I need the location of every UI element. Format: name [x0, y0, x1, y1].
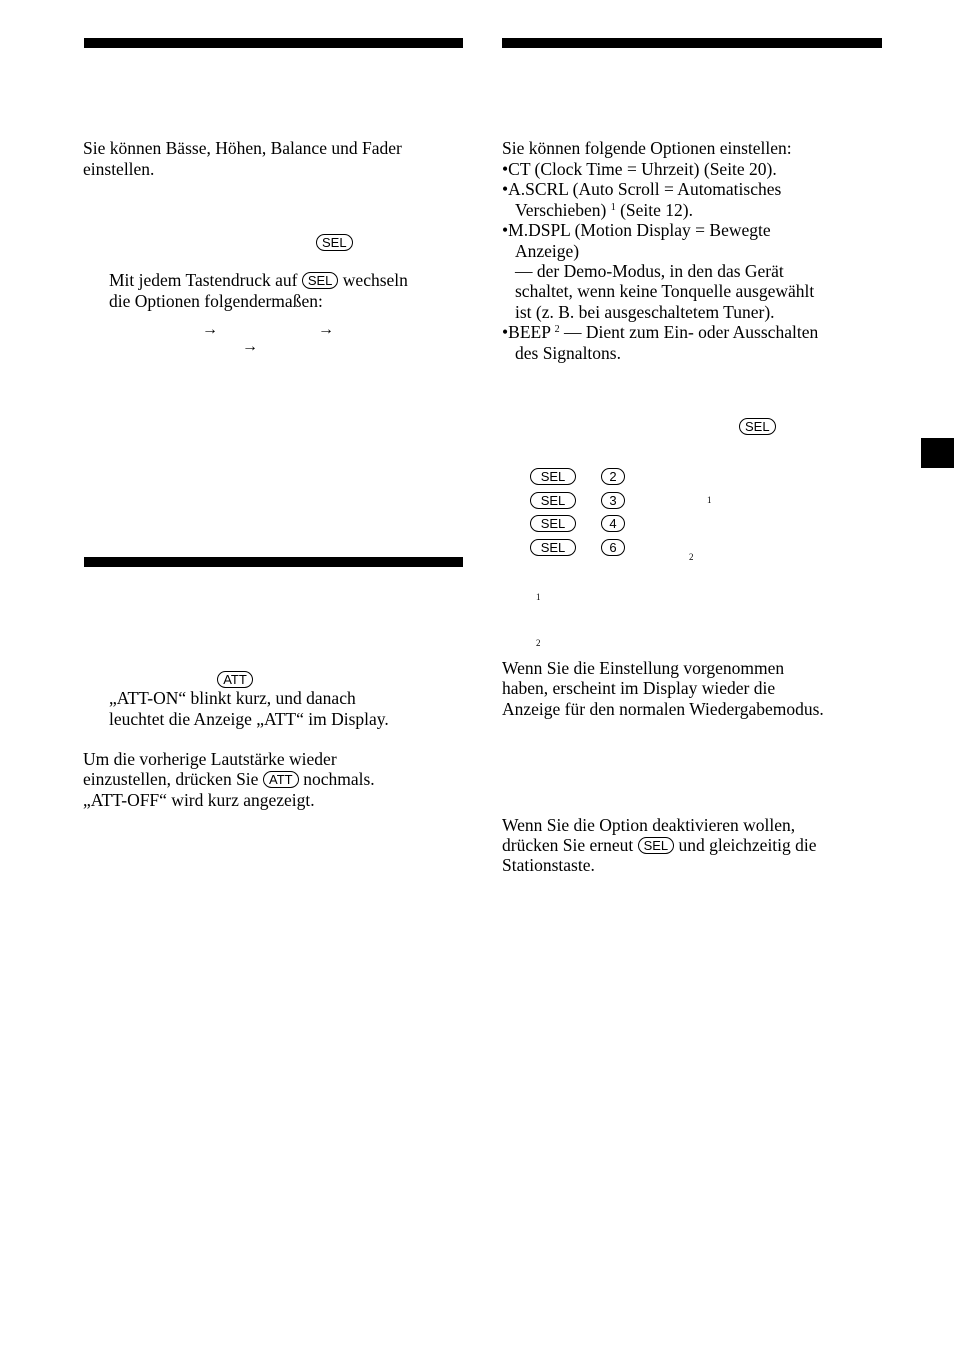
sel-key-right [739, 416, 776, 437]
key-row-4 [530, 537, 576, 558]
para2-text: drücken Sie erneut [502, 835, 634, 855]
att-key-inline: ATT [263, 771, 299, 788]
sel-key-inline: SEL [638, 837, 675, 854]
right-intro: Sie können folgende Optionen einstellen: [502, 138, 792, 158]
key-row-1 [530, 466, 576, 487]
right-para1-line1: Wenn Sie die Einstellung vorgenommen [502, 658, 785, 678]
chapter-tab [921, 438, 954, 468]
sel-key: SEL [530, 492, 576, 509]
bullet-dot: • [502, 159, 509, 179]
att-para-text-end: nochmals. [303, 769, 375, 789]
beep-text: BEEP [508, 322, 551, 342]
left-step-line2: die Optionen folgendermaßen: [109, 291, 323, 311]
bullet-dot: • [502, 179, 509, 199]
beep-desc: — Dient zum Ein- oder Ausschalten [564, 322, 819, 342]
bullet-ascrl-text: A.SCRL (Auto Scroll = Automatisches [508, 179, 782, 199]
row-footnote-1: 1 [707, 495, 712, 505]
section-bar-left-top [84, 38, 463, 48]
row-footnote-2: 2 [689, 552, 694, 562]
key-row-2 [530, 490, 576, 511]
left-step-line1 [109, 270, 408, 291]
sel-key-right-label: SEL [739, 418, 776, 435]
ascrl-text: Verschieben) [515, 200, 607, 220]
sel-key-inline: SEL [302, 272, 339, 289]
att-para-line2 [83, 769, 375, 790]
arrow-1: → [202, 321, 218, 338]
sel-key [316, 232, 353, 253]
bullet-mdspl [502, 220, 771, 241]
key-row-3 [530, 513, 576, 534]
num-key-6 [601, 537, 625, 558]
att-para-line3: „ATT-OFF“ wird kurz angezeigt. [83, 790, 315, 810]
sel-key: SEL [530, 468, 576, 485]
att-para-text: einzustellen, drücken Sie [83, 769, 259, 789]
footnote-ref-1: 1 [610, 202, 616, 213]
num-key-label: 3 [601, 492, 625, 509]
step-text: Mit jedem Tastendruck auf [109, 270, 298, 290]
bullet-ct [502, 159, 777, 180]
sel-key: SEL [530, 515, 576, 532]
sel-key: SEL [530, 539, 576, 556]
arrow-2: → [318, 321, 334, 338]
bullet-dot: • [502, 322, 509, 342]
footnote-marker-1: 1 [536, 592, 541, 602]
bullet-mdspl-text: M.DSPL (Motion Display = Bewegte [508, 220, 771, 240]
att-para-line1: Um die vorherige Lautstärke wieder [83, 749, 337, 769]
right-para1-line2: haben, erscheint im Display wieder die [502, 678, 776, 698]
att-line2: leuchtet die Anzeige „ATT“ im Display. [109, 709, 389, 729]
beep-line2: des Signaltons. [515, 343, 621, 363]
num-key-label: 4 [601, 515, 625, 532]
bullet-dot: • [502, 220, 509, 240]
num-key-4 [601, 513, 625, 534]
mdspl-line3: — der Demo-Modus, in den das Gerät [515, 261, 784, 281]
right-para2-line3: Stationstaste. [502, 855, 595, 875]
para2-text-end: und gleichzeitig die [678, 835, 817, 855]
num-key-3 [601, 490, 625, 511]
section-bar-right-top [502, 38, 882, 48]
right-para1-line3: Anzeige für den normalen Wiedergabemodus. [502, 699, 824, 719]
bullet-ascrl [502, 179, 781, 200]
num-key-label: 2 [601, 468, 625, 485]
ascrl-page: (Seite 12). [620, 200, 694, 220]
left-intro-line1: Sie können Bässe, Höhen, Balance und Fader [83, 138, 402, 158]
mdspl-line5: ist (z. B. bei ausgeschaltetem Tuner). [515, 302, 775, 322]
bullet-ct-text: CT (Clock Time = Uhrzeit) (Seite 20). [508, 159, 777, 179]
att-key-label: ATT [217, 671, 253, 688]
num-key-label: 6 [601, 539, 625, 556]
sel-key-label: SEL [316, 234, 353, 251]
footnote-marker-2: 2 [536, 638, 541, 648]
mdspl-line2: Anzeige) [515, 241, 580, 261]
arrow-3: → [242, 338, 258, 355]
footnote-ref-2: 2 [554, 324, 560, 335]
right-para2-line2 [502, 835, 817, 856]
num-key-2 [601, 466, 625, 487]
att-key [217, 669, 253, 690]
att-line1: „ATT-ON“ blinkt kurz, und danach [109, 688, 356, 708]
right-para2-line1: Wenn Sie die Option deaktivieren wollen, [502, 815, 796, 835]
mdspl-line4: schaltet, wenn keine Tonquelle ausgewählt [515, 281, 815, 301]
section-bar-left-mid [84, 557, 463, 567]
step-text-end: wechseln [342, 270, 408, 290]
left-intro-line2: einstellen. [83, 159, 155, 179]
